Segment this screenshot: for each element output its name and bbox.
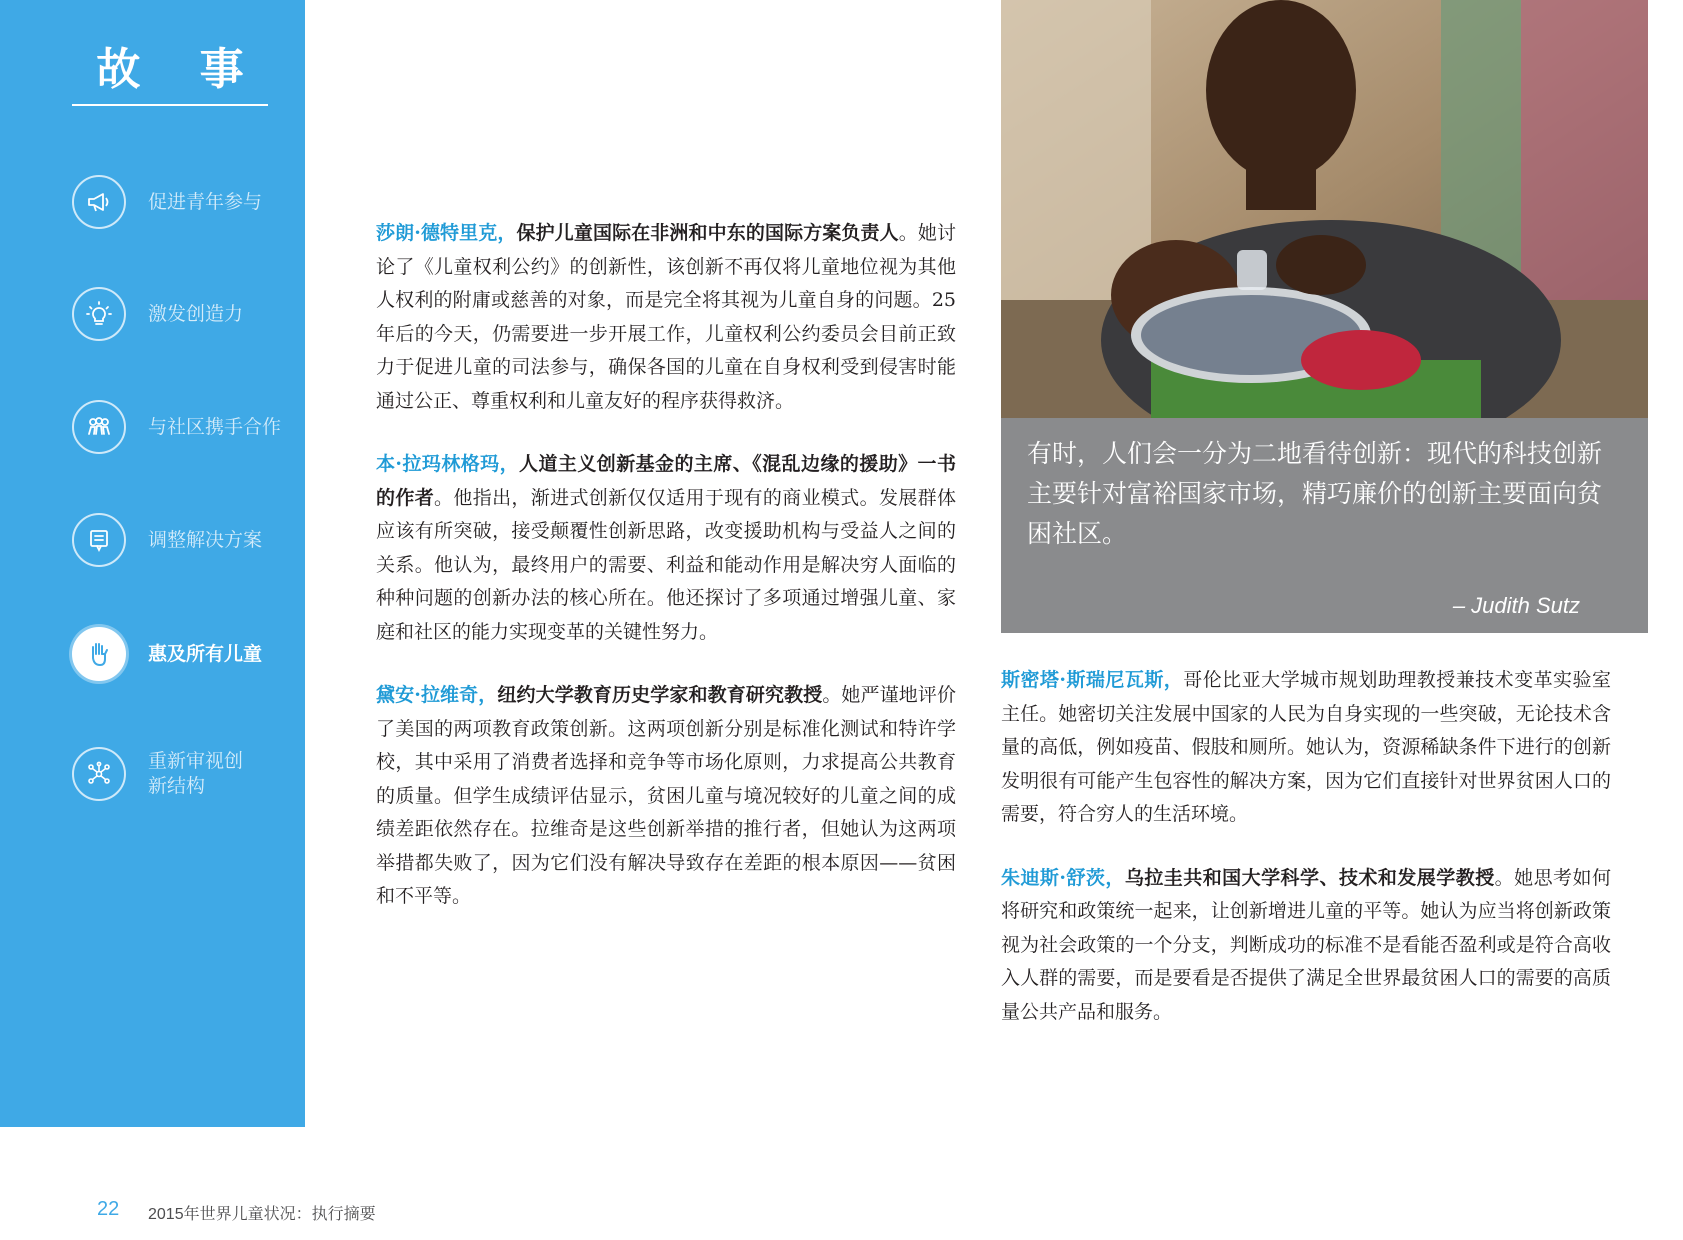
sidebar (0, 0, 305, 1127)
paragraph-body: 哥伦比亚大学城市规划助理教授兼技术变革实验室主任。她密切关注发展中国家的人民为自身实现的一些突破，无论技术含量的高低，例如疫苗、假肢和厕所。她认为，资源稀缺条件下进行的创新发明很有可能产生包容性的解决方案，因为它们直接针对世界贫困人口的需要，符合穷人的生活环境。 (1001, 669, 1611, 825)
pull-quote (1001, 418, 1648, 633)
nav-label: 促进青年参与 (148, 190, 263, 213)
quote-author: – Judith Sutz (1452, 593, 1580, 618)
nav-item-youth-participation[interactable] (72, 170, 292, 234)
profile-paragraph (1001, 664, 1611, 832)
person-name: 本·拉玛林格玛， (376, 453, 520, 475)
lightbulb-icon (72, 287, 126, 341)
person-name: 斯密塔·斯瑞尼瓦斯， (1001, 669, 1184, 691)
running-title: 2015年世界儿童状况：执行摘要 (148, 1206, 376, 1223)
paragraph-body: 。她严谨地评价了美国的两项教育政策创新。这两项创新分别是标准化测试和特许学校，其中采用了消费者选择和竞争等市场化原则，力求提高公共教育的质量。但学生成绩评估显示，贫困儿童与境况较好的儿童之间的成绩差距依然存在。拉维奇是这些创新举措的推行者，但她认为这两项举措都失败了，因为它们没有解决导致存在差距的根本原因——贫困和不平等。 (376, 684, 956, 907)
network-icon (72, 747, 126, 801)
person-name: 朱迪斯·舒茨， (1001, 866, 1125, 889)
quote-text: 有时，人们会一分为二地看待创新：现代的科技创新主要针对富裕国家市场，精巧廉价的创新主要面向贫困社区。 (1027, 439, 1603, 548)
paragraph-body: 。他指出，渐进式创新仅仅适用于现有的商业模式。发展群体应该有所突破，接受颠覆性创新思路，改变援助机构与受益人之间的关系。他认为，最终用户的需要、利益和能动作用是解决穷人面临的种种问题的创新办法的核心所在。他还探讨了多项通过增强儿童、家庭和社区的能力实现变革的关键性努力。 (376, 486, 956, 643)
profile-paragraph (376, 679, 956, 914)
section-title: 故 事 (96, 44, 266, 95)
person-role: 人道主义创新基金的主席、《混乱边缘的援助》一书的作者 (376, 453, 956, 509)
community-icon (72, 400, 126, 454)
profile-paragraph (1001, 862, 1611, 1030)
right-column (1001, 664, 1611, 1059)
paragraph-body: 。她讨论了《儿童权利公约》的创新性，该创新不再仅将儿童地位视为其他人权利的附庸或慈善的对象，而是完全将其视为儿童自身的问题。25年后的今天，仍需要进一步开展工作，儿童权利公约委员会目前正致力于促进儿童的司法参与，确保各国的儿童在自身权利受到侵害时能通过公正、尊重权利和儿童友好的程序获得救济。 (376, 222, 956, 412)
nav-label: 与社区携手合作 (148, 415, 282, 438)
person-name: 黛安·拉维奇， (376, 684, 498, 706)
nav-label: 激发创造力 (148, 302, 244, 325)
person-role: 纽约大学教育历史学家和教育研究教授 (497, 684, 823, 706)
person-name: 莎朗·德特里克， (376, 222, 517, 244)
page-number: 22 (97, 1198, 120, 1220)
megaphone-icon (72, 175, 126, 229)
nav-label: 重新审视创 新结构 (148, 750, 244, 797)
nav-item-reach-all-children[interactable] (72, 622, 292, 686)
profile-paragraph (376, 217, 956, 418)
nav-label: 调整解决方案 (148, 528, 263, 551)
person-role: 乌拉圭共和国大学科学、技术和发展学教授 (1124, 866, 1495, 889)
nav-item-restructure[interactable] (72, 742, 292, 806)
document-icon (72, 513, 126, 567)
person-role: 保护儿童国际在非洲和中东的国际方案负责人 (516, 222, 899, 244)
nav-label: 惠及所有儿童 (148, 642, 263, 665)
photo-father-feeding-baby (1001, 0, 1648, 418)
title-underline (72, 104, 268, 106)
hand-icon (72, 627, 126, 681)
nav-item-community[interactable] (72, 395, 292, 459)
nav-item-solutions[interactable] (72, 508, 292, 572)
paragraph-body: 。她思考如何将研究和政策统一起来，让创新增进儿童的平等。她认为应当将创新政策视为社会政策的一个分支，判断成功的标准不是看能否盈利或是符合高收入人群的需要，而是要看是否提供了满足全世界最贫困人口的需要的高质量公共产品和服务。 (1001, 866, 1611, 1023)
profile-paragraph (376, 448, 956, 649)
nav-item-creativity[interactable] (72, 282, 292, 346)
left-column (376, 217, 956, 944)
